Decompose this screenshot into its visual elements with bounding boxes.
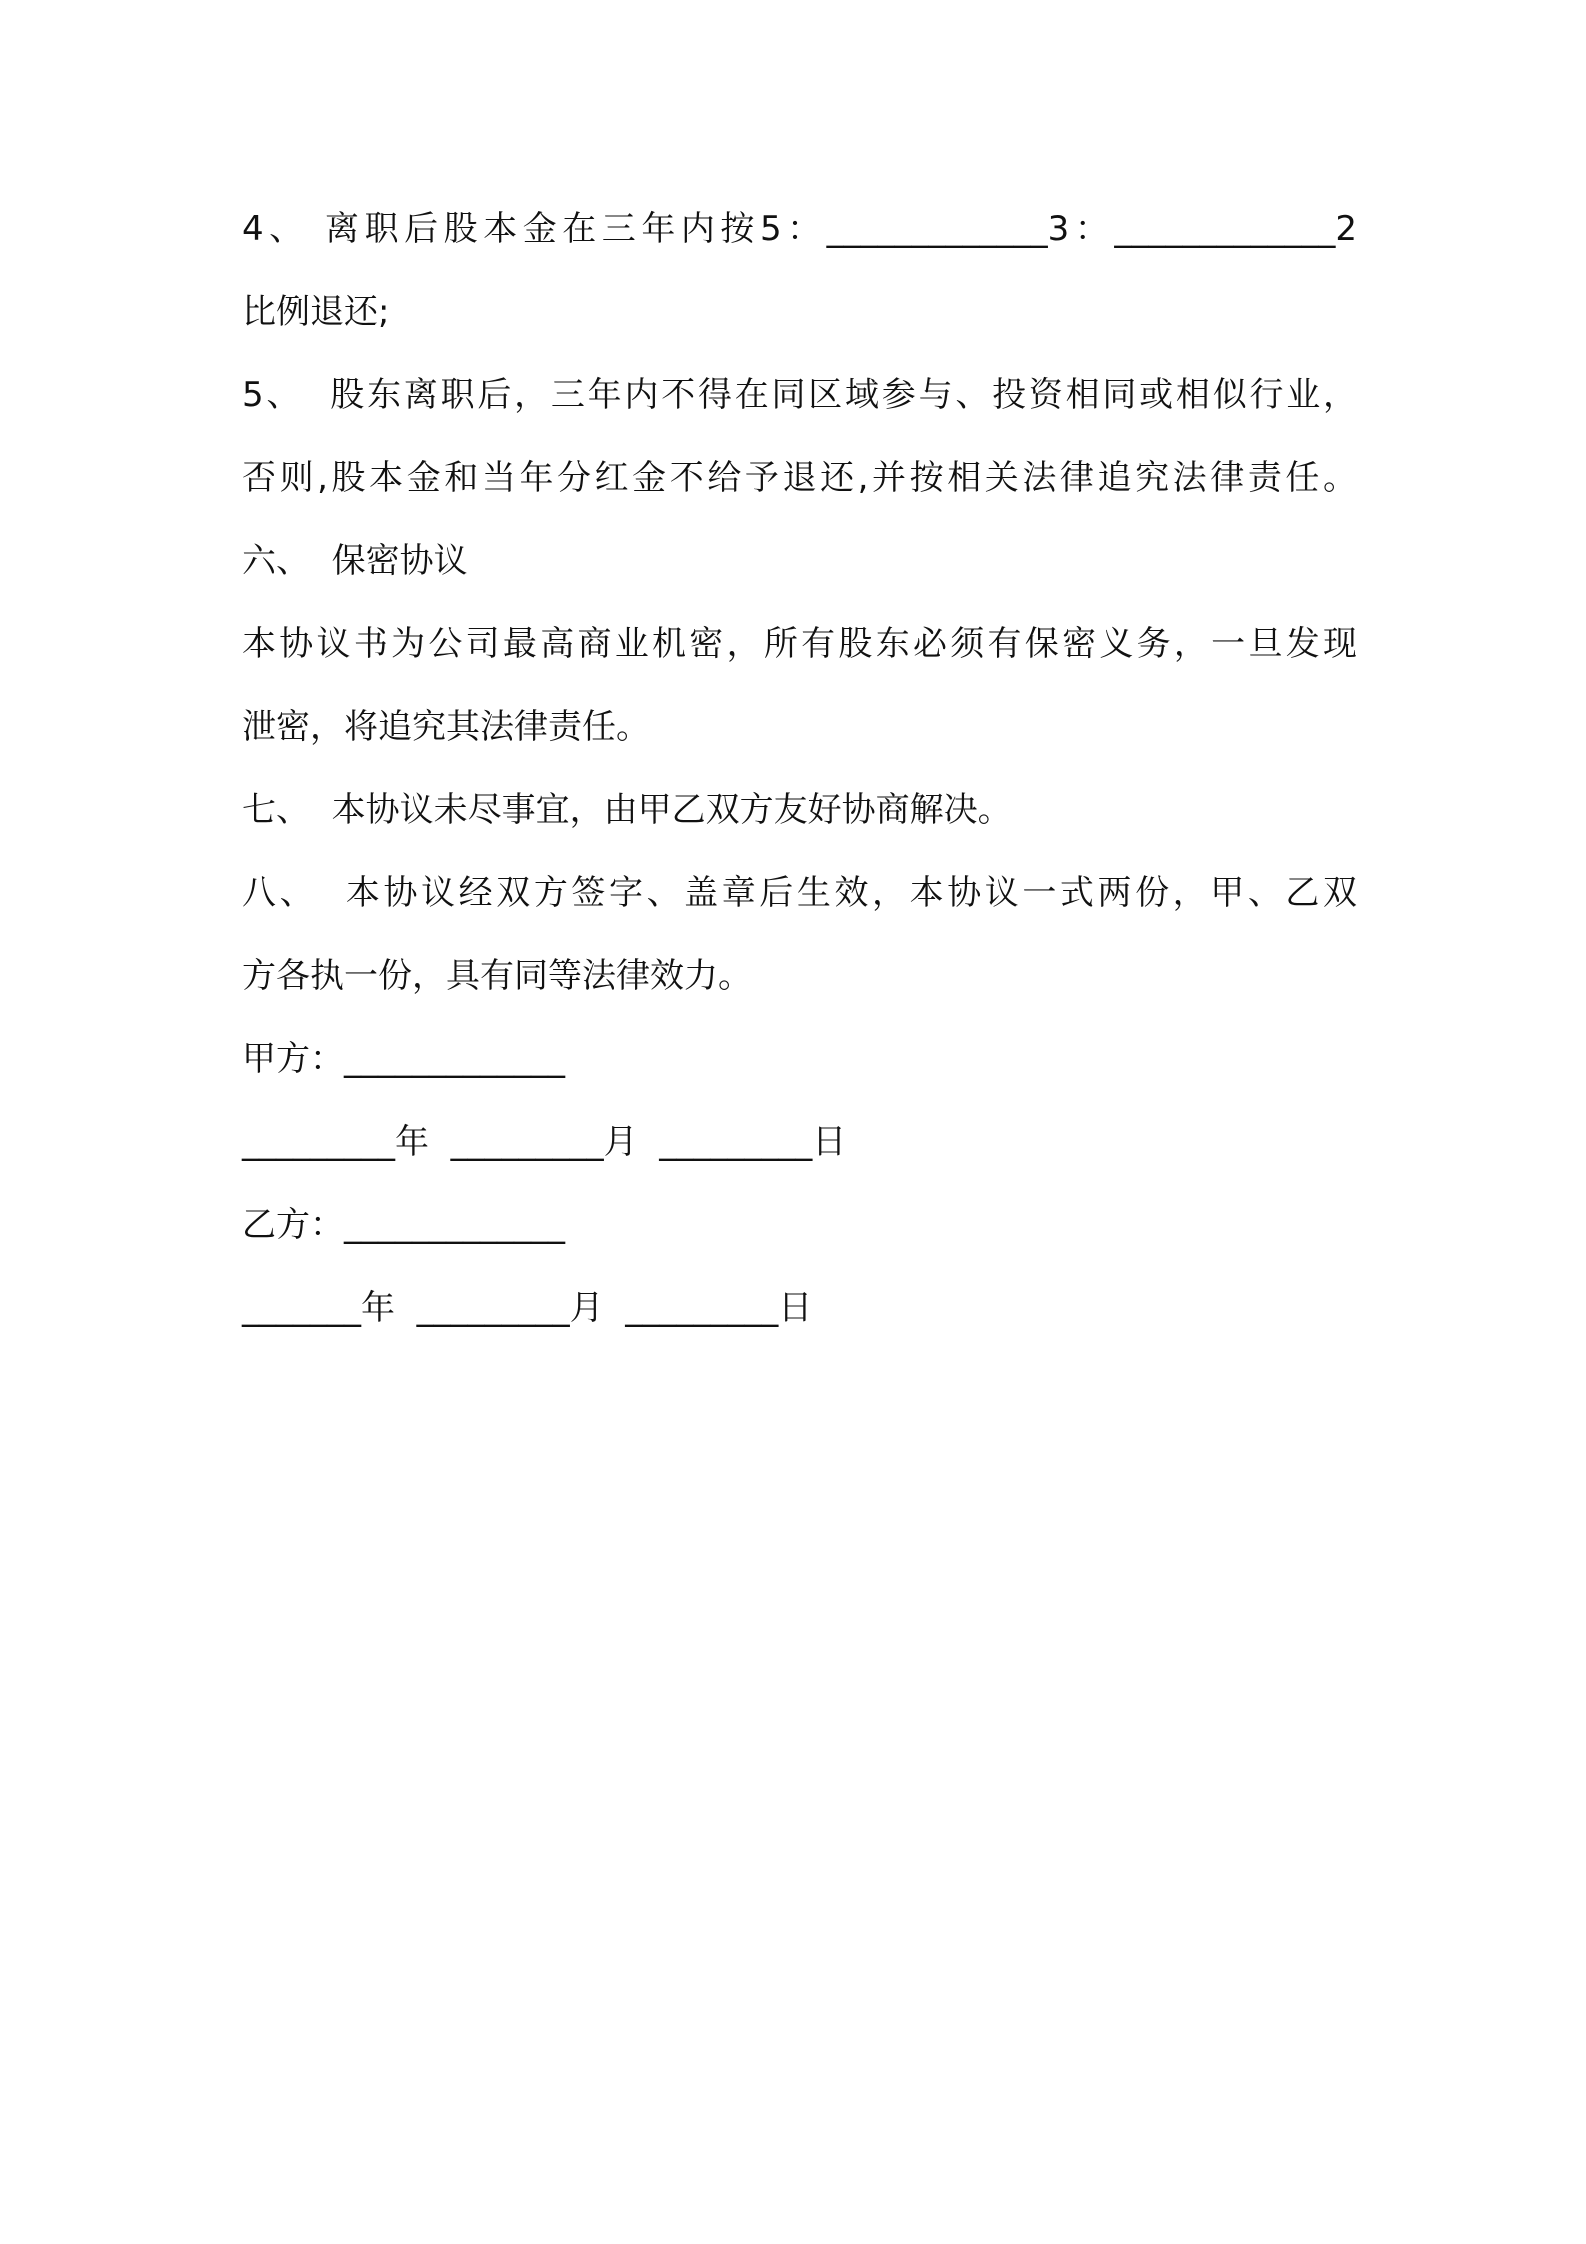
section-8-line-2: 方各执一份，具有同等法律效力。 bbox=[242, 956, 752, 996]
section-6-heading: 六、 保密协议 bbox=[242, 541, 468, 581]
clause-5-line-2: 否则,股本金和当年分红金不给予退还,并按相关法律追究法律责任。 bbox=[242, 458, 1357, 498]
clause-4-line-2: 比例退还; bbox=[242, 292, 390, 332]
section-8-line-1: 八、 本协议经双方签字、盖章后生效，本协议一式两份，甲、乙双 bbox=[242, 873, 1357, 913]
party-a-date: _________年 _________月 _________日 bbox=[242, 1122, 847, 1162]
party-b-date: _______年 _________月 _________日 bbox=[242, 1288, 813, 1328]
section-6-body-line-1: 本协议书为公司最高商业机密，所有股东必须有保密义务，一旦发现 bbox=[242, 624, 1357, 664]
clause-5-line-1: 5、 股东离职后，三年内不得在同区域参与、投资相同或相似行业， bbox=[242, 375, 1357, 415]
section-6-body-line-2: 泄密，将追究其法律责任。 bbox=[242, 707, 650, 747]
party-b-signature: 乙方：_____________ bbox=[242, 1205, 565, 1245]
clause-4-line-1: 4、 离职后股本金在三年内按5：_____________3：_____________2 bbox=[242, 209, 1357, 249]
party-a-signature: 甲方：_____________ bbox=[242, 1039, 565, 1079]
section-7: 七、 本协议未尽事宜，由甲乙双方友好协商解决。 bbox=[242, 790, 1012, 830]
